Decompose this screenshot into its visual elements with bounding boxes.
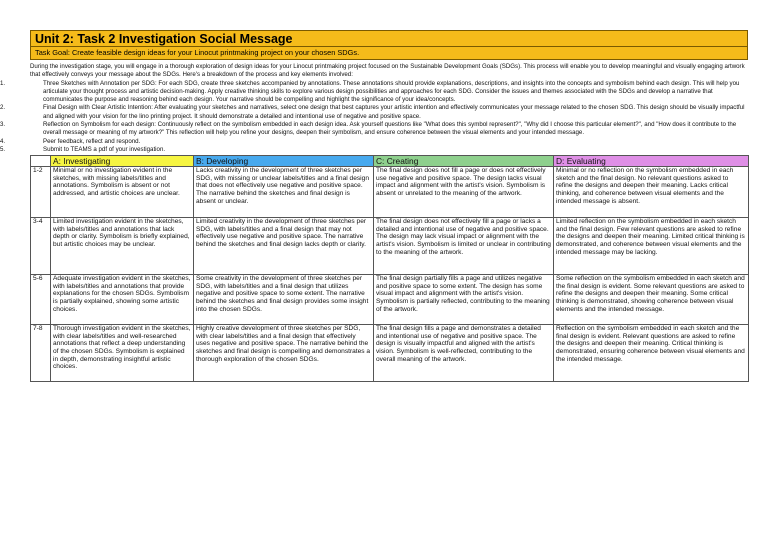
table-cell: Minimal or no reflection on the symbolism embedded in each sketch and the final design. No relevant questions asked to refine the designs and deepen their meaning. Lacks critical thinking, and coherence between visual elements and the intended message is absent. bbox=[554, 167, 749, 218]
document-page bbox=[0, 30, 748, 382]
rubric-table bbox=[30, 155, 749, 382]
list-item bbox=[0, 145, 748, 154]
table-cell: Limited reflection on the symbolism embedded in each sketch and the final design. Few relevant questions are asked to refine the designs and deepen their meaning. Limited critical thinking is demonstrated, and coherence between visual elements and the intended message may be lacking. bbox=[554, 218, 749, 275]
steps-list bbox=[0, 79, 748, 155]
level-cell: 3-4 bbox=[31, 218, 51, 275]
page-title bbox=[30, 30, 748, 47]
table-row bbox=[31, 325, 749, 382]
table-row bbox=[31, 167, 749, 218]
level-cell: 5-6 bbox=[31, 275, 51, 325]
table-cell: The final design partially fills a page and utilizes negative and positive space to some extent. The design has some visual impact and alignment with the artist's vision. Symbolism is partially reflected, contributing to the meaning of the artwork. bbox=[374, 275, 554, 325]
step-number: 1. bbox=[0, 79, 6, 87]
list-item bbox=[0, 121, 748, 138]
step-number: 4. bbox=[0, 137, 6, 145]
step-text: Three Sketches with Annotation per SDG: For each SDG, create three sketches accompanied by annotations. These annotations should provide explanations, descriptions, and insights into the concepts and symbolism behind each design. This will help you articulate your thought process and artistic decision-making. Apply creative thinking skills to explore various design possibilities and approaches for each SDG. Consider the issues and themes associated with the SDGs and develop a narrative that communicates the purpose and reasoning behind each design. Your narrative should be compelling and highlight the significance of your idea/concepts. bbox=[43, 79, 740, 104]
level-cell: 1-2 bbox=[31, 167, 51, 218]
step-text: Peer feedback, reflect and respond. bbox=[43, 137, 141, 145]
page-title-text: Unit 2: Task 2 Investigation Social Message bbox=[35, 32, 293, 46]
header-evaluating: D: Evaluating bbox=[554, 156, 749, 167]
list-item bbox=[0, 104, 748, 121]
table-cell: Thorough investigation evident in the sketches, with clear labels/titles and well-researched annotations that reflect a deep understanding of the chosen SDGs. Symbolism is explained in depth, demonstrating insightful artistic choices. bbox=[51, 325, 194, 382]
table-cell: Some reflection on the symbolism embedded in each sketch and the final design is evident. Some relevant questions are asked to refine the designs and deepen their meaning. Some critical thinking is demonstrated, showing coherence between visual elements and the intended message. bbox=[554, 275, 749, 325]
header-developing: B: Developing bbox=[194, 156, 374, 167]
step-text: Submit to TEAMS a pdf of your investigation. bbox=[43, 145, 166, 153]
task-goal bbox=[30, 47, 748, 60]
table-header-row bbox=[31, 156, 749, 167]
step-text: Reflection on Symbolism for each design: Continuously reflect on the symbolism embedded in each design idea. Ask yourself questions like "What does this symbol represent?", "Why did I choose this particular element?", and "How does it contribute to the overall message or meaning of my artwork?" This reflection will help you refine your designs, deepen their symbolism, and ensure coherence between the visual elements and your intended message. bbox=[43, 121, 737, 137]
table-cell: The final design does not fill a page or does not effectively use negative and positive space. The design lacks visual impact and alignment with the artist's vision. Symbolism is absent or unrelated to the meaning of the artwork. bbox=[374, 167, 554, 218]
table-cell: Adequate investigation evident in the sketches, with labels/titles and annotations that provide explanations for the chosen SDGs. Symbolism is partially explained, showing some artistic choices. bbox=[51, 275, 194, 325]
level-cell: 7-8 bbox=[31, 325, 51, 382]
step-number: 2. bbox=[0, 104, 6, 112]
list-item bbox=[0, 79, 748, 105]
step-text: Final Design with Clear Artistic Intention: After evaluating your sketches and narratives, select one design that best captures your artistic intention and effectively communicates your message related to the chosen SDG. This design should be visually impactful and aligned with your vision for the lino printing project. It should demonstrate a detailed and intentional use of negative and positive space. bbox=[43, 104, 745, 120]
table-cell: Minimal or no investigation evident in the sketches, with missing labels/titles and annotations. Symbolism is absent or not addressed, and artistic choices are unclear. bbox=[51, 167, 194, 218]
table-row bbox=[31, 218, 749, 275]
level-header bbox=[31, 156, 51, 167]
list-item bbox=[0, 137, 748, 146]
intro-paragraph: During the investigation stage, you will engage in a thorough exploration of design ideas for your Linocut printmaking project focused on the Sustainable Development Goals (SDGs). This process will enable you to develop meaningful and visually engaging artwork that effectively conveys your message about the SDGs. Here's a breakdown of the process and key elements involved: bbox=[30, 63, 745, 79]
header-creating: C: Creating bbox=[374, 156, 554, 167]
table-cell: The final design fills a page and demonstrates a detailed and intentional use of negative and positive space. The design is visually impactful and aligned with the artist's vision. Symbolism is well-reflected, contributing to the overall meaning of the artwork. bbox=[374, 325, 554, 382]
table-row bbox=[31, 275, 749, 325]
table-cell: Limited investigation evident in the sketches, with labels/titles and annotations that lack depth or clarity. Symbolism is briefly explained, but artistic choices may be unclear. bbox=[51, 218, 194, 275]
step-number: 5. bbox=[0, 145, 6, 153]
table-cell: Lacks creativity in the development of three sketches per SDG, with missing or unclear labels/titles and a final design that does not effectively use negative and positive space. The narrative behind the sketches and final design is absent or unclear. bbox=[194, 167, 374, 218]
task-goal-text: Task Goal: Create feasible design ideas for your Linocut printmaking project on your chosen SDGs. bbox=[35, 48, 360, 57]
intro-section bbox=[0, 63, 748, 154]
table-cell: Limited creativity in the development of three sketches per SDG, with labels/titles and a final design that may not effectively use negative and positive space. The narrative behind the sketches and final design lacks depth or clarity. bbox=[194, 218, 374, 275]
header-investigating: A: Investigating bbox=[51, 156, 194, 167]
table-cell: Highly creative development of three sketches per SDG, with clear labels/titles and a final design that effectively uses negative and positive space. The narrative behind the sketches and final design is compelling and demonstrates a thorough exploration of the chosen SDGs. bbox=[194, 325, 374, 382]
table-cell: The final design does not effectively fill a page or lacks a detailed and intentional use of negative and positive space. The design may lack visual impact or alignment with the artist's vision. Symbolism is limited or unclear in contributing to the meaning of the artwork. bbox=[374, 218, 554, 275]
step-number: 3. bbox=[0, 121, 6, 129]
table-cell: Some creativity in the development of three sketches per SDG, with labels/titles and a final design that utilizes negative and positive space to some extent. The narrative behind the sketches and final design provides some insight into the chosen SDGs. bbox=[194, 275, 374, 325]
table-cell: Reflection on the symbolism embedded in each sketch and the final design is evident. Relevant questions are asked to refine the designs and deepen their meaning. Critical thinking is demonstrated, ensuring coherence between visual elements and the intended message. bbox=[554, 325, 749, 382]
